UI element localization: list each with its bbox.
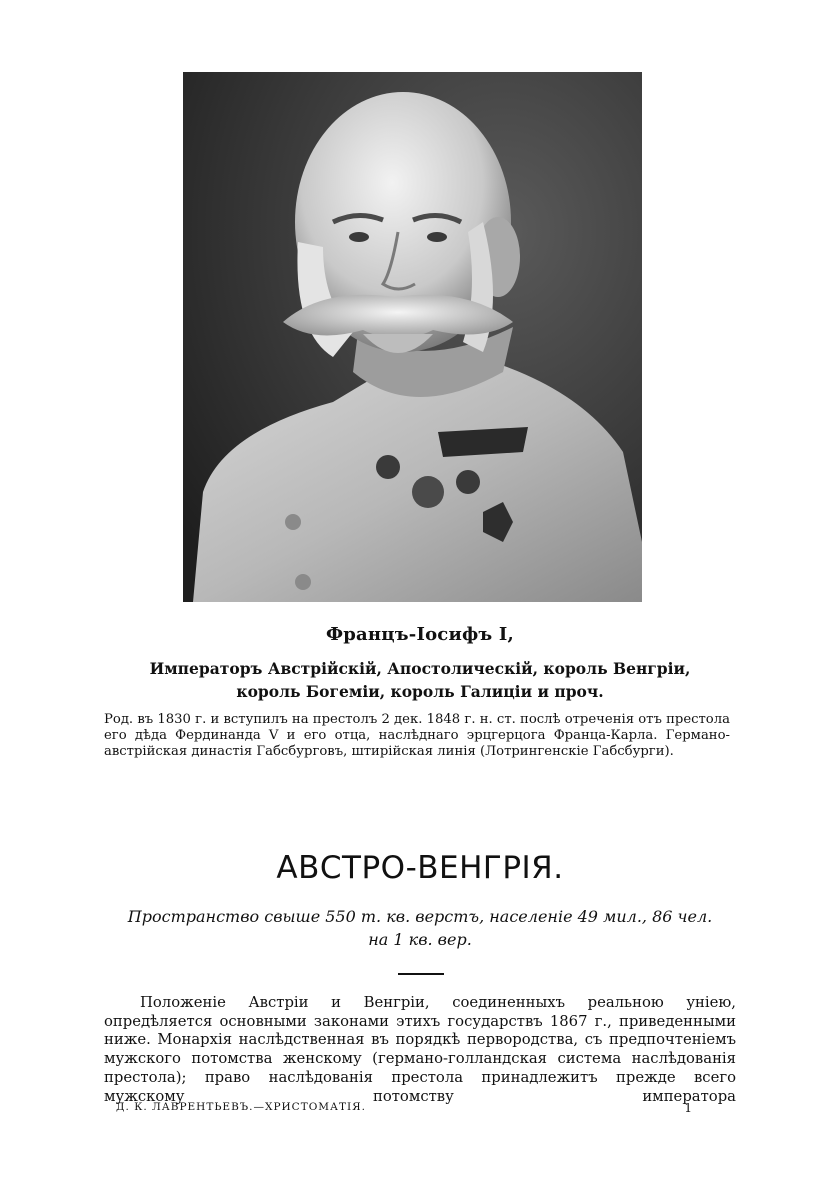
portrait-caption-title — [100, 657, 740, 703]
statistics-line: Пространство свыше 550 т. кв. верстъ, населеніе 49 мил., 86 чел. — [127, 907, 713, 926]
portrait-illustration — [183, 72, 642, 602]
section-divider — [398, 973, 444, 975]
portrait-caption-name: Францъ-Іосифъ I, — [325, 624, 514, 645]
body-paragraph: Положеніе Австріи и Венгріи, соединенныхъ реальною уніею, опредѣляется основными законами этихъ государствъ 1867 г., приведенными ниже. Монархія наслѣдственная въ порядкѣ первородства, съ предпочтеніемъ мужского потомства женскому (германо-голландская система наслѣдованія престола); право наслѣдованія престола принадлежитъ прежде всего мужскому потомству императора — [104, 994, 736, 1105]
page-number: 1 — [684, 1101, 692, 1115]
page-footer — [116, 1101, 736, 1113]
portrait-photo — [183, 72, 642, 602]
running-title: Д. К. ЛАВРЕНТЬЕВЪ.—ХРИСТОМАТІЯ. — [116, 1101, 366, 1113]
section-statistics — [110, 905, 730, 951]
body-text — [104, 994, 736, 1106]
section-heading: АВСТРО-ВЕНГРІЯ. — [276, 850, 564, 886]
portrait-caption-biography: Род. въ 1830 г. и вступилъ на престолъ 2 дек. 1848 г. н. ст. послѣ отреченія отъ престола его дѣда Фердинанда V и его отца, наслѣднаго эрцгерцога Франца-Карла. Германо-австрійская династія Габсбурговъ, штирійская линія (Лотрингенскіе Габсбурги). — [104, 712, 730, 759]
caption-title-line: Императоръ Австрійскій, Апостолическій, король Венгріи, — [149, 659, 691, 678]
statistics-line: на 1 кв. вер. — [368, 930, 472, 949]
caption-title-line: король Богеміи, король Галиціи и проч. — [236, 682, 604, 701]
